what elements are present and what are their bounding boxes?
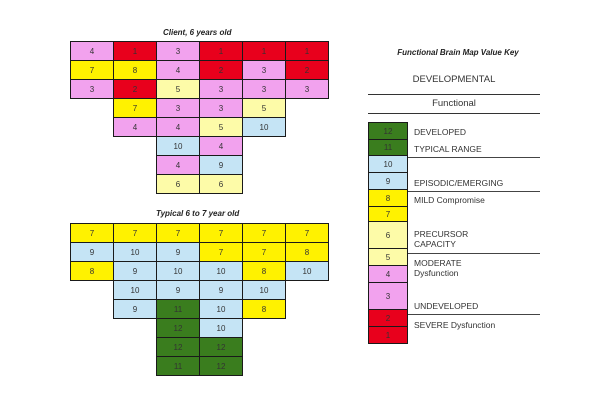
grid-cell: 9 (113, 299, 157, 319)
client-grid-title: Client, 6 years old (163, 28, 232, 37)
key-swatch: 2 (368, 309, 408, 327)
grid-cell: 10 (113, 242, 157, 262)
grid-cell: 3 (285, 79, 329, 99)
grid-cell: 5 (156, 79, 200, 99)
key-swatch: 5 (368, 248, 408, 266)
grid-cell: 10 (156, 261, 200, 281)
grid-cell: 12 (199, 337, 243, 357)
grid-cell: 9 (156, 280, 200, 300)
key-swatch: 10 (368, 155, 408, 173)
grid-cell: 7 (70, 223, 114, 243)
key-swatch: 9 (368, 172, 408, 190)
grid-cell: 4 (199, 136, 243, 156)
grid-cell: 1 (199, 41, 243, 61)
grid-cell: 7 (113, 98, 157, 118)
grid-cell: 8 (70, 261, 114, 281)
key-swatch: 3 (368, 282, 408, 310)
key-swatch: 1 (368, 326, 408, 344)
grid-cell: 2 (285, 60, 329, 80)
grid-cell: 4 (70, 41, 114, 61)
grid-cell: 7 (199, 223, 243, 243)
grid-cell: 11 (156, 356, 200, 376)
grid-cell: 10 (242, 117, 286, 137)
developmental-label: DEVELOPMENTAL (412, 74, 496, 85)
key-label-undeveloped: UNDEVELOPED (414, 301, 479, 311)
key-rule (408, 253, 540, 254)
grid-cell: 8 (113, 60, 157, 80)
grid-cell: 7 (70, 60, 114, 80)
key-swatch: 7 (368, 206, 408, 222)
grid-cell: 10 (156, 136, 200, 156)
grid-cell: 4 (113, 117, 157, 137)
grid-cell: 6 (199, 174, 243, 194)
grid-cell: 12 (199, 356, 243, 376)
grid-cell: 3 (199, 98, 243, 118)
key-label-moderate: MODERATE Dysfunction (414, 258, 462, 278)
grid-cell: 1 (285, 41, 329, 61)
value-key-title: Functional Brain Map Value Key (397, 48, 519, 57)
key-label-severe: SEVERE Dysfunction (414, 320, 496, 330)
grid-cell: 7 (156, 223, 200, 243)
grid-cell: 10 (285, 261, 329, 281)
key-label-episodic: EPISODIC/EMERGING (414, 178, 504, 188)
grid-cell: 9 (199, 280, 243, 300)
key-label-developed: DEVELOPED (414, 127, 466, 137)
key-swatch: 11 (368, 139, 408, 156)
grid-cell: 3 (156, 41, 200, 61)
grid-cell: 10 (199, 261, 243, 281)
key-rule (408, 157, 540, 158)
key-swatch: 6 (368, 221, 408, 249)
grid-cell: 10 (242, 280, 286, 300)
grid-cell: 8 (242, 261, 286, 281)
grid-cell: 10 (199, 299, 243, 319)
grid-cell: 4 (156, 117, 200, 137)
grid-cell: 8 (285, 242, 329, 262)
grid-cell: 6 (156, 174, 200, 194)
grid-cell: 9 (156, 242, 200, 262)
grid-cell: 7 (113, 223, 157, 243)
grid-cell: 1 (113, 41, 157, 61)
grid-cell: 9 (113, 261, 157, 281)
typical-grid-title: Typical 6 to 7 year old (156, 209, 240, 218)
key-swatch: 8 (368, 189, 408, 207)
key-swatch: 4 (368, 265, 408, 283)
grid-cell: 4 (156, 155, 200, 175)
key-label-mild: MILD Compromise (414, 195, 485, 205)
key-divider (368, 113, 540, 114)
grid-cell: 7 (199, 242, 243, 262)
grid-cell: 12 (156, 337, 200, 357)
grid-cell: 1 (242, 41, 286, 61)
grid-cell: 10 (199, 318, 243, 338)
grid-cell: 10 (113, 280, 157, 300)
grid-cell: 5 (242, 98, 286, 118)
grid-cell: 3 (70, 79, 114, 99)
grid-cell: 9 (199, 155, 243, 175)
key-label-typical-range: TYPICAL RANGE (414, 144, 482, 154)
key-rule (408, 191, 540, 192)
grid-cell: 7 (242, 223, 286, 243)
key-label-precursor: PRECURSOR CAPACITY (414, 229, 469, 249)
grid-cell: 11 (156, 299, 200, 319)
grid-cell: 2 (113, 79, 157, 99)
grid-cell: 3 (156, 98, 200, 118)
grid-cell: 2 (199, 60, 243, 80)
key-rule (408, 314, 540, 315)
grid-cell: 3 (199, 79, 243, 99)
grid-cell: 9 (70, 242, 114, 262)
grid-cell: 7 (242, 242, 286, 262)
grid-cell: 8 (242, 299, 286, 319)
key-swatch: 12 (368, 122, 408, 140)
functional-label: Functional (432, 98, 476, 109)
grid-cell: 5 (199, 117, 243, 137)
key-divider (368, 94, 540, 95)
grid-cell: 7 (285, 223, 329, 243)
grid-cell: 3 (242, 60, 286, 80)
grid-cell: 4 (156, 60, 200, 80)
grid-cell: 12 (156, 318, 200, 338)
grid-cell: 3 (242, 79, 286, 99)
